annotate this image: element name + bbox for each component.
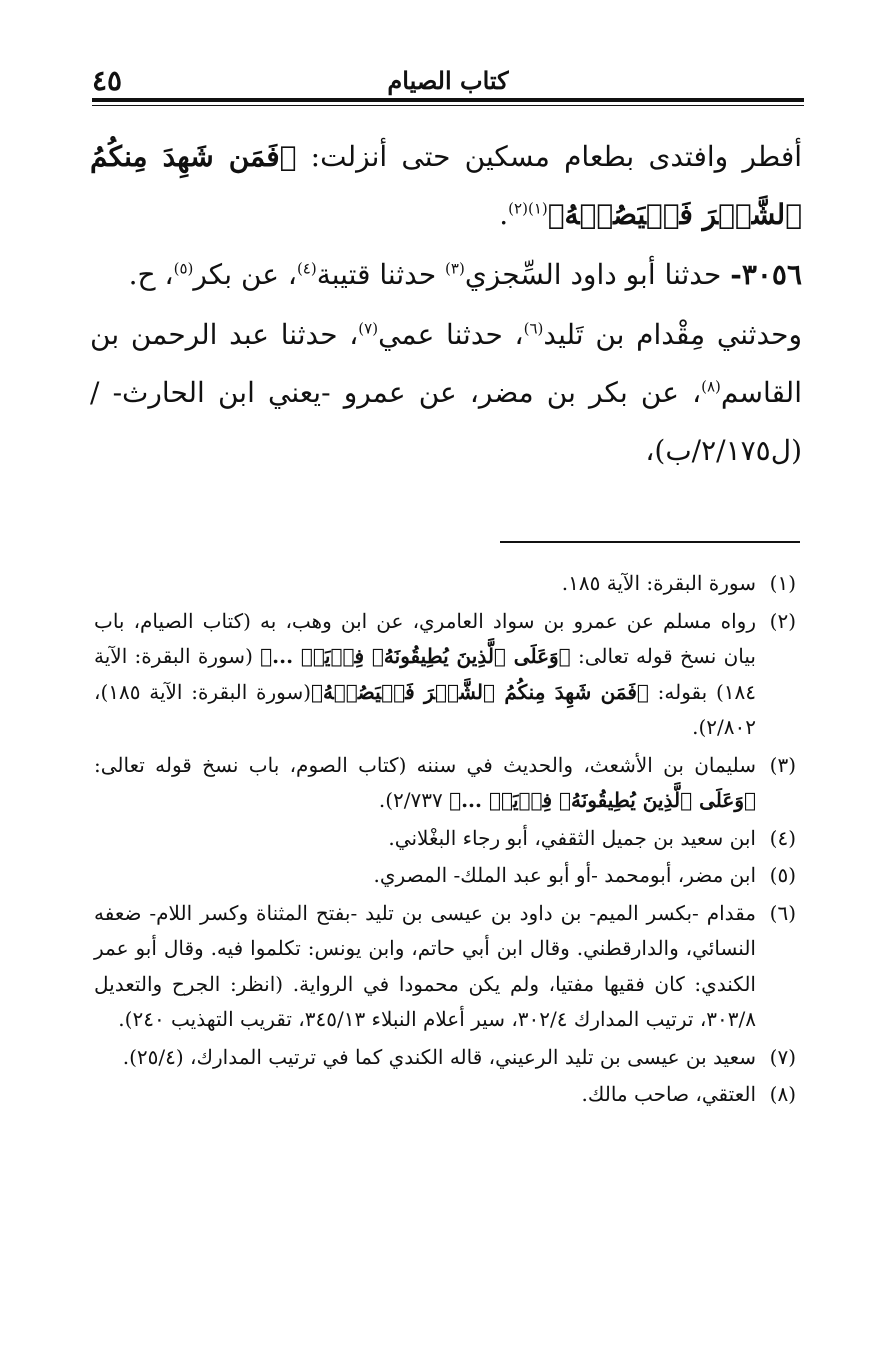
quran-verse: ﴿وَعَلَى ٱلَّذِينَ يُطِيقُونَهُۥ فِدۡيَةٞ ...﴾ [449,788,756,812]
footnote-8 [94,1077,796,1113]
text-segment: حدثنا أبو داود السِّجزي [464,258,731,291]
text-segment: ، حدثنا عمي [378,318,524,351]
quran-verse: فَمَن شَهِدَ مِنكُمُ ٱلشَّهۡرَ فَلۡيَصُمۡهُ [90,140,802,231]
footnote-number: (٣) [769,752,796,777]
paragraph-3 [90,306,802,480]
paragraph-2 [90,246,802,304]
text-segment: (سورة البقرة: الآية ١٨٤) بقوله: [94,644,756,704]
text-segment: حدثنا قتيبة [316,258,446,291]
text-segment: أفطر وافتدى بطعام مسكين حتى أنزلت: [296,140,802,173]
footnote-ref-6[interactable]: (٦) [523,319,544,338]
footnote-number: (٧) [769,1044,796,1069]
footnote-7 [94,1040,796,1076]
footnote-2 [94,604,796,746]
footnote-text: سعيد بن عيسى بن تليد الرعيني، قاله الكندي كما في ترتيب المدارك، (٢٥/٤). [122,1044,756,1069]
footnote-4 [94,821,796,857]
footnote-ref-5[interactable]: (٥) [173,259,194,278]
footnote-ref-2[interactable]: (٢) [508,199,528,218]
quran-close-bracket: ﴾ [547,198,565,231]
footnote-6 [94,896,796,1038]
footnote-ref-1[interactable]: (١) [527,199,548,218]
header-rule-thin [92,105,804,106]
footnote-text: العتقي، صاحب مالك. [581,1082,756,1106]
footnote-text: ابن مضر، أبومحمد -أو أبو عبد الملك- المصري. [373,863,756,887]
footnote-separator [500,541,800,543]
text-segment: (سورة البقرة: الآية ١٨٥)، ٢/٨٠٢). [94,679,756,739]
footnote-1 [94,566,796,602]
text-segment: ، عن بكر [193,258,297,291]
main-text [90,128,802,480]
text-segment: ، عن بكر بن مضر، عن عمرو -يعني ابن الحارث- / (ل٢/١٧٥/ب)، [90,376,802,467]
text-segment: رواه مسلم عن عمرو بن سواد العامري، عن ابن وهب، به (كتاب الصيام، باب بيان نسخ قوله تعالى: [94,608,756,668]
text-segment: ، ح. [128,258,174,291]
footnote-ref-7[interactable]: (٧) [358,319,379,338]
footnote-number: (٢) [769,608,796,633]
footnote-ref-4[interactable]: (٤) [296,259,317,278]
footnote-number: (٥) [769,863,796,887]
chapter-title: كتاب الصيام [387,66,509,95]
paragraph-1 [90,128,802,244]
footnote-ref-8[interactable]: (٨) [701,377,721,396]
header-rule-thick [92,98,804,102]
footnote-text: مقدام -بكسر الميم- بن داود بن عيسى بن تليد -بفتح المثناة وكسر اللام- ضعفه النسائي، والدارقطني. وقال ابن أبي حاتم، وابن يونس: تكلموا فيه. وقال أبو عمر الكندي: كان فقيها مفتيا، ولم يكن محمودا في الرواية. (انظر: الجرح والتعديل ٣٠٣/٨، ترتيب المدارك ٣٠٢/٤، سير أعلام النبلاء ٣٤٥/١٣، تقريب التهذيب ٢٤٠). [94,900,756,1031]
quran-verse: ﴿فَمَن شَهِدَ مِنكُمُ ٱلشَّهۡرَ فَلۡيَصُمۡهُ﴾ [311,679,649,704]
text-segment: سليمان بن الأشعث، والحديث في سننه (كتاب الصوم، باب نسخ قوله تعالى: [94,752,756,777]
quran-verse: ﴿وَعَلَى ٱلَّذِينَ يُطِيقُونَهُۥ فِدۡيَةٞ ...﴾ [260,644,571,668]
hadith-number: ٣٠٥٦- [730,258,802,291]
text-segment: ٢/٧٣٧). [378,788,450,812]
footnote-number: (١) [769,571,796,595]
text-segment: وحدثني مِقْدام بن تَليد [543,318,802,351]
footnote-text: ابن سعيد بن جميل الثقفي، أبو رجاء البغْلاني. [388,825,756,850]
footnotes [94,566,796,1115]
footnote-3 [94,748,796,819]
footnote-text [94,748,756,819]
text-segment: ، حدثنا عبد الرحمن بن القاسم [90,318,802,409]
footnote-text [94,604,756,746]
footnote-ref-3[interactable]: (٣) [445,259,465,278]
page-number: ٤٥ [92,64,123,97]
footnote-5 [94,858,796,894]
text-segment: . [499,198,509,231]
quran-open-bracket: ﴿ [279,140,297,173]
footnote-text: سورة البقرة: الآية ١٨٥. [561,571,756,595]
footnote-number: (٦) [769,900,796,925]
footnote-number: (٤) [769,825,796,850]
footnote-number: (٨) [769,1082,796,1106]
